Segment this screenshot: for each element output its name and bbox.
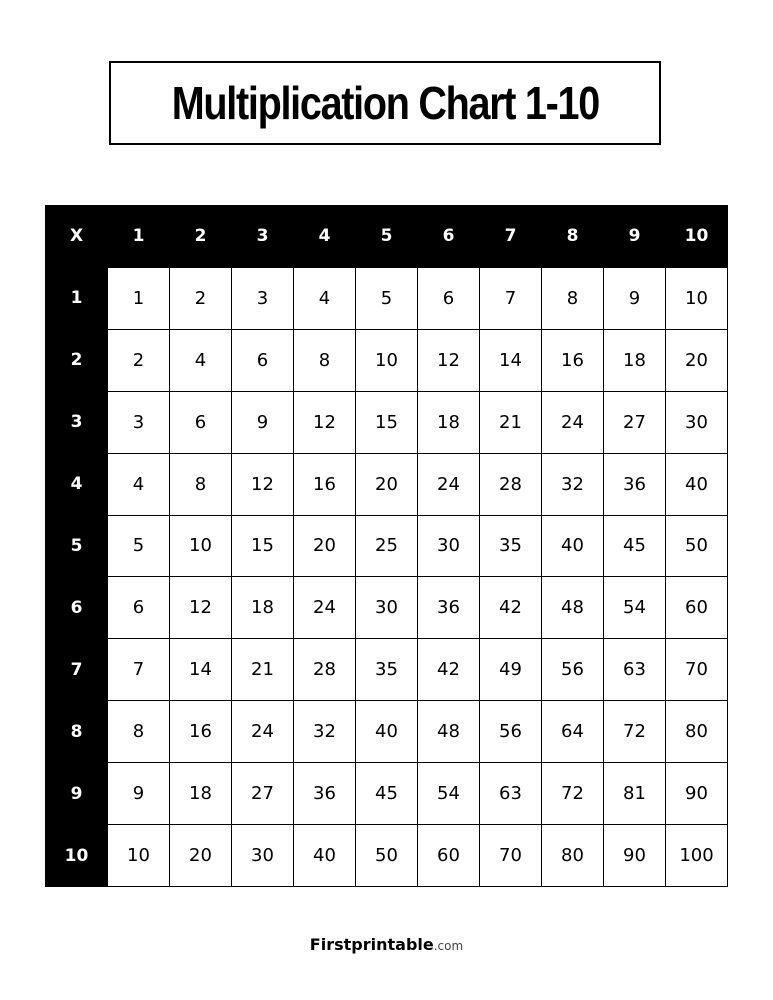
- column-header: 7: [479, 205, 541, 267]
- table-cell: 9: [107, 762, 169, 824]
- row-header: 5: [45, 515, 107, 577]
- table-cell: 50: [665, 515, 727, 577]
- table-cell: 20: [665, 329, 727, 391]
- table-cell: 5: [355, 267, 417, 329]
- table-cell: 14: [479, 329, 541, 391]
- table-cell: 21: [231, 638, 293, 700]
- table-cell: 20: [355, 453, 417, 515]
- table-cell: 4: [293, 267, 355, 329]
- table-cell: 30: [665, 391, 727, 453]
- table-cell: 45: [603, 515, 665, 577]
- column-header: 6: [417, 205, 479, 267]
- table-cell: 42: [479, 576, 541, 638]
- table-cell: 45: [355, 762, 417, 824]
- table-cell: 60: [665, 576, 727, 638]
- table-cell: 5: [107, 515, 169, 577]
- table-cell: 40: [541, 515, 603, 577]
- table-cell: 9: [603, 267, 665, 329]
- table-cell: 36: [293, 762, 355, 824]
- row-header: 6: [45, 576, 107, 638]
- table-cell: 70: [665, 638, 727, 700]
- table-cell: 6: [169, 391, 231, 453]
- table-cell: 49: [479, 638, 541, 700]
- table-cell: 20: [169, 824, 231, 886]
- table-cell: 6: [107, 576, 169, 638]
- table-cell: 54: [603, 576, 665, 638]
- column-header: 2: [169, 205, 231, 267]
- table-cell: 15: [231, 515, 293, 577]
- table-cell: 6: [231, 329, 293, 391]
- table-cell: 10: [169, 515, 231, 577]
- column-header: 9: [603, 205, 665, 267]
- table-cell: 6: [417, 267, 479, 329]
- table-cell: 40: [665, 453, 727, 515]
- page-title: Multiplication Chart 1-10: [171, 77, 599, 129]
- table-cell: 35: [355, 638, 417, 700]
- table-cell: 64: [541, 700, 603, 762]
- table-cell: 14: [169, 638, 231, 700]
- table-cell: 90: [665, 762, 727, 824]
- table-cell: 80: [665, 700, 727, 762]
- table-cell: 30: [231, 824, 293, 886]
- table-cell: 28: [293, 638, 355, 700]
- table-cell: 21: [479, 391, 541, 453]
- table-cell: 12: [169, 576, 231, 638]
- table-cell: 24: [541, 391, 603, 453]
- table-cell: 4: [107, 453, 169, 515]
- row-header: 10: [45, 824, 107, 886]
- table-cell: 50: [355, 824, 417, 886]
- table-cell: 28: [479, 453, 541, 515]
- table-cell: 3: [231, 267, 293, 329]
- column-header: 8: [541, 205, 603, 267]
- table-cell: 8: [293, 329, 355, 391]
- table-cell: 24: [293, 576, 355, 638]
- table-cell: 63: [603, 638, 665, 700]
- row-header: 1: [45, 267, 107, 329]
- table-cell: 72: [603, 700, 665, 762]
- table-cell: 16: [541, 329, 603, 391]
- table-cell: 16: [169, 700, 231, 762]
- table-cell: 16: [293, 453, 355, 515]
- table-cell: 30: [417, 515, 479, 577]
- table-cell: 90: [603, 824, 665, 886]
- table-cell: 10: [355, 329, 417, 391]
- row-header: 9: [45, 762, 107, 824]
- table-cell: 30: [355, 576, 417, 638]
- table-cell: 25: [355, 515, 417, 577]
- table-cell: 24: [231, 700, 293, 762]
- table-cell: 54: [417, 762, 479, 824]
- table-cell: 10: [665, 267, 727, 329]
- footer: [0, 935, 773, 954]
- table-cell: 7: [107, 638, 169, 700]
- table-cell: 35: [479, 515, 541, 577]
- table-cell: 60: [417, 824, 479, 886]
- table-cell: 3: [107, 391, 169, 453]
- column-header: 3: [231, 205, 293, 267]
- column-header: 10: [665, 205, 727, 267]
- multiplication-table: [45, 205, 728, 887]
- table-cell: 36: [417, 576, 479, 638]
- table-cell: 15: [355, 391, 417, 453]
- column-header: 1: [107, 205, 169, 267]
- row-header: 7: [45, 638, 107, 700]
- row-header: 4: [45, 453, 107, 515]
- table-cell: 42: [417, 638, 479, 700]
- table-cell: 1: [107, 267, 169, 329]
- table-cell: 12: [231, 453, 293, 515]
- table-cell: 7: [479, 267, 541, 329]
- table-cell: 18: [417, 391, 479, 453]
- table-cell: 81: [603, 762, 665, 824]
- row-header: 8: [45, 700, 107, 762]
- table-cell: 70: [479, 824, 541, 886]
- table-cell: 27: [603, 391, 665, 453]
- table-cell: 56: [541, 638, 603, 700]
- table-cell: 18: [169, 762, 231, 824]
- table-cell: 40: [293, 824, 355, 886]
- table-cell: 12: [293, 391, 355, 453]
- table-cell: 100: [665, 824, 727, 886]
- table-cell: 48: [541, 576, 603, 638]
- table-cell: 2: [107, 329, 169, 391]
- table-cell: 8: [541, 267, 603, 329]
- table-cell: 9: [231, 391, 293, 453]
- table-cell: 72: [541, 762, 603, 824]
- table-cell: 18: [603, 329, 665, 391]
- row-header: 3: [45, 391, 107, 453]
- table-cell: 10: [107, 824, 169, 886]
- table-cell: 8: [169, 453, 231, 515]
- table-cell: 32: [293, 700, 355, 762]
- row-header: 2: [45, 329, 107, 391]
- table-cell: 24: [417, 453, 479, 515]
- table-cell: 40: [355, 700, 417, 762]
- footer-domain: .com: [433, 939, 464, 953]
- table-cell: 63: [479, 762, 541, 824]
- table-cell: 36: [603, 453, 665, 515]
- title-box: [109, 61, 661, 145]
- table-cell: 18: [231, 576, 293, 638]
- table-cell: 12: [417, 329, 479, 391]
- table-cell: 80: [541, 824, 603, 886]
- column-header: 5: [355, 205, 417, 267]
- footer-brand: Firstprintable: [309, 935, 434, 954]
- table-cell: 4: [169, 329, 231, 391]
- table-cell: 32: [541, 453, 603, 515]
- table-cell: 20: [293, 515, 355, 577]
- corner-cell: X: [45, 205, 107, 267]
- column-header: 4: [293, 205, 355, 267]
- table-cell: 56: [479, 700, 541, 762]
- table-cell: 8: [107, 700, 169, 762]
- table-cell: 2: [169, 267, 231, 329]
- table-cell: 27: [231, 762, 293, 824]
- table-cell: 48: [417, 700, 479, 762]
